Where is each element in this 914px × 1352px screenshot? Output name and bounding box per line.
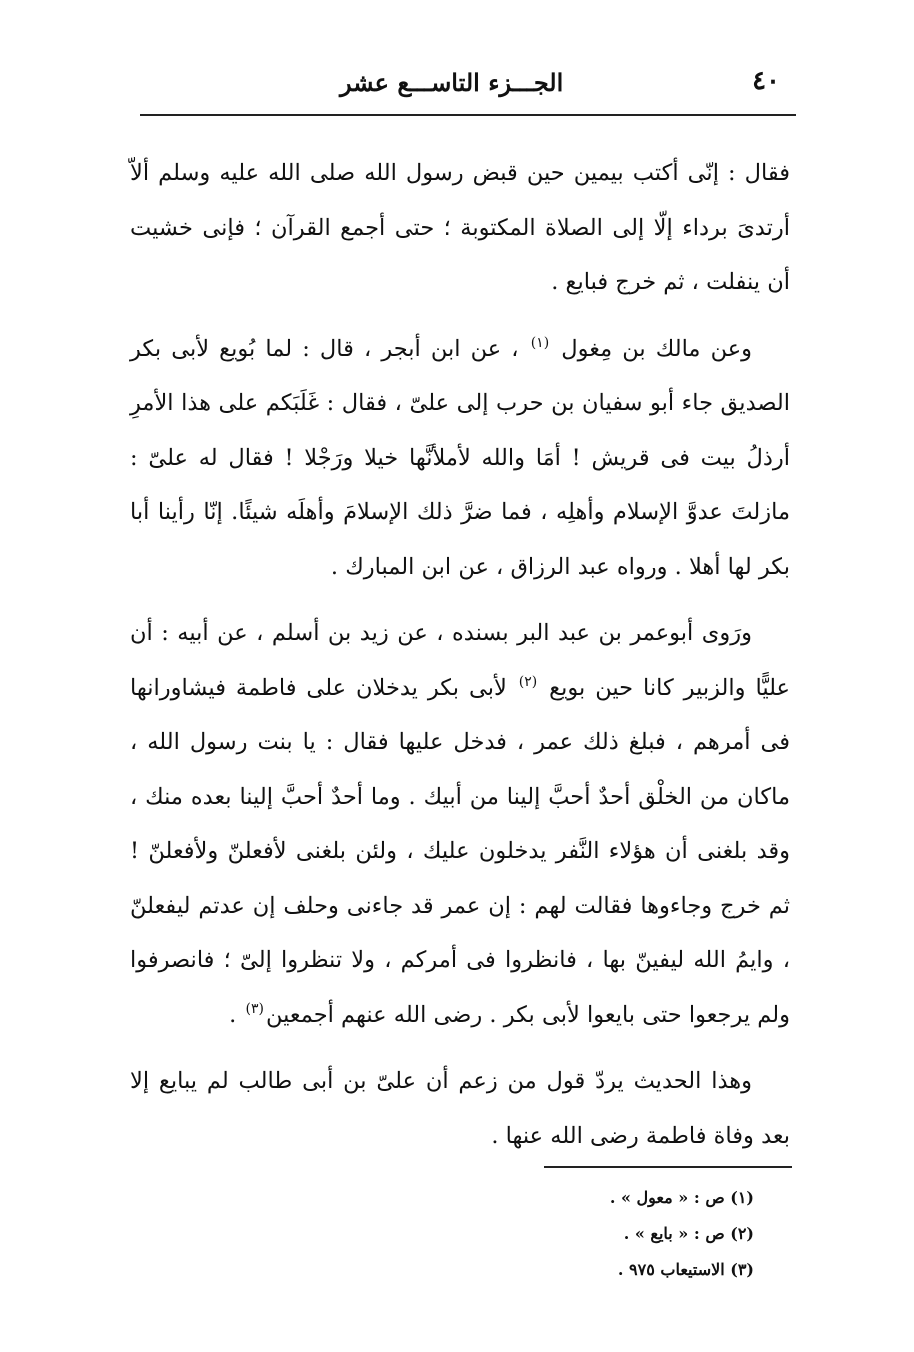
page-header xyxy=(140,62,780,106)
page-number: ٤٠ xyxy=(752,66,780,96)
paragraph-3-middle: لأبى بكر يدخلان على فاطمة فيشاورانها فى أمرهم ، فبلغ ذلك عمر ، فدخل عليها فقال : يا بنت رسول الله ، ماكان من الخلْق أحدٌ أحبَّ إلينا من أبيك . وما أحدٌ أحبَّ إلينا بعده منك ، وقد بلغنى أن هؤلاء النَّفر يدخلون عليك ، ولئن بلغنى لأفعلنّ ولأفعلنّ ! ثم خرج وجاءوها فقالت لهم : إن عمر قد جاءنى وحلف إن عدتم ليفعلنّ ، وايمُ الله ليفينّ بها ، فانظروا فى أمركم ، ولا تنظروا إلىّ ؛ فانصرفوا ولم يرجعوا حتى بايعوا لأبى بكر . رضى الله عنهم أجمعين xyxy=(130,674,790,1028)
paragraph-2-start: وعن مالك بن مِغول xyxy=(561,335,752,362)
paragraph-3-end: . xyxy=(229,1001,237,1028)
footnote-mark-2: (٢) xyxy=(518,674,538,690)
paragraph-4: وهذا الحديث يردّ قول من زعم أن علىّ بن أبى طالب لم يبايع إلا بعد وفاة فاطمة رضى الله عنها . xyxy=(130,1068,790,1149)
footnotes xyxy=(454,1180,754,1288)
footnote-rule xyxy=(544,1166,792,1168)
paragraph-2 xyxy=(130,322,790,595)
footnote-3: (٣) الاستيعاب ٩٧٥ . xyxy=(617,1260,754,1279)
footnote-1: (١) ص : « معول » . xyxy=(609,1188,754,1207)
header-rule xyxy=(140,114,796,116)
footnote-mark-3: (٣) xyxy=(245,1001,264,1017)
paragraph-2-rest: ، عن ابن أبجر ، قال : لما بُويع لأبى بكر الصديق جاء أبو سفيان بن حرب إلى علىّ ، فقال : غَلَبَكم على هذا الأمرِ أرذلُ بيت فى قريش ! أمَا والله لأملأنَّها خيلا ورَجْلا ! فقال له علىّ : مازلتَ عدوَّ الإسلام وأهلِه ، فما ضرَّ ذلك الإسلامَ وأهلَه شيئًا. إنّا رأينا أبا بكر لها أهلا . ورواه عبد الرزاق ، عن ابن المبارك . xyxy=(130,335,790,580)
paragraph-1: فقال : إنّى أكتب بيمين حين قبض رسول الله صلى الله عليه وسلم ألاّ أرتدىَ برداء إلّا إلى الصلاة المكتوبة ؛ حتى أجمع القرآن ؛ فإنى خشيت أن ينفلت ، ثم خرج فبايع . xyxy=(130,160,790,295)
body-text xyxy=(130,146,790,1175)
paragraph-3 xyxy=(130,606,790,1042)
paragraph-3-start: ورَوى أبوعمر بن عبد البر بسنده ، عن زيد بن أسلم ، عن أبيه : أن عليًّا والزبير كانا حين بويع xyxy=(130,620,790,701)
running-title: الجـــزء التاســـع عشر xyxy=(340,68,564,97)
footnote-2: (٢) ص : « بايع » . xyxy=(623,1224,754,1243)
footnote-mark-1: (١) xyxy=(530,335,550,351)
